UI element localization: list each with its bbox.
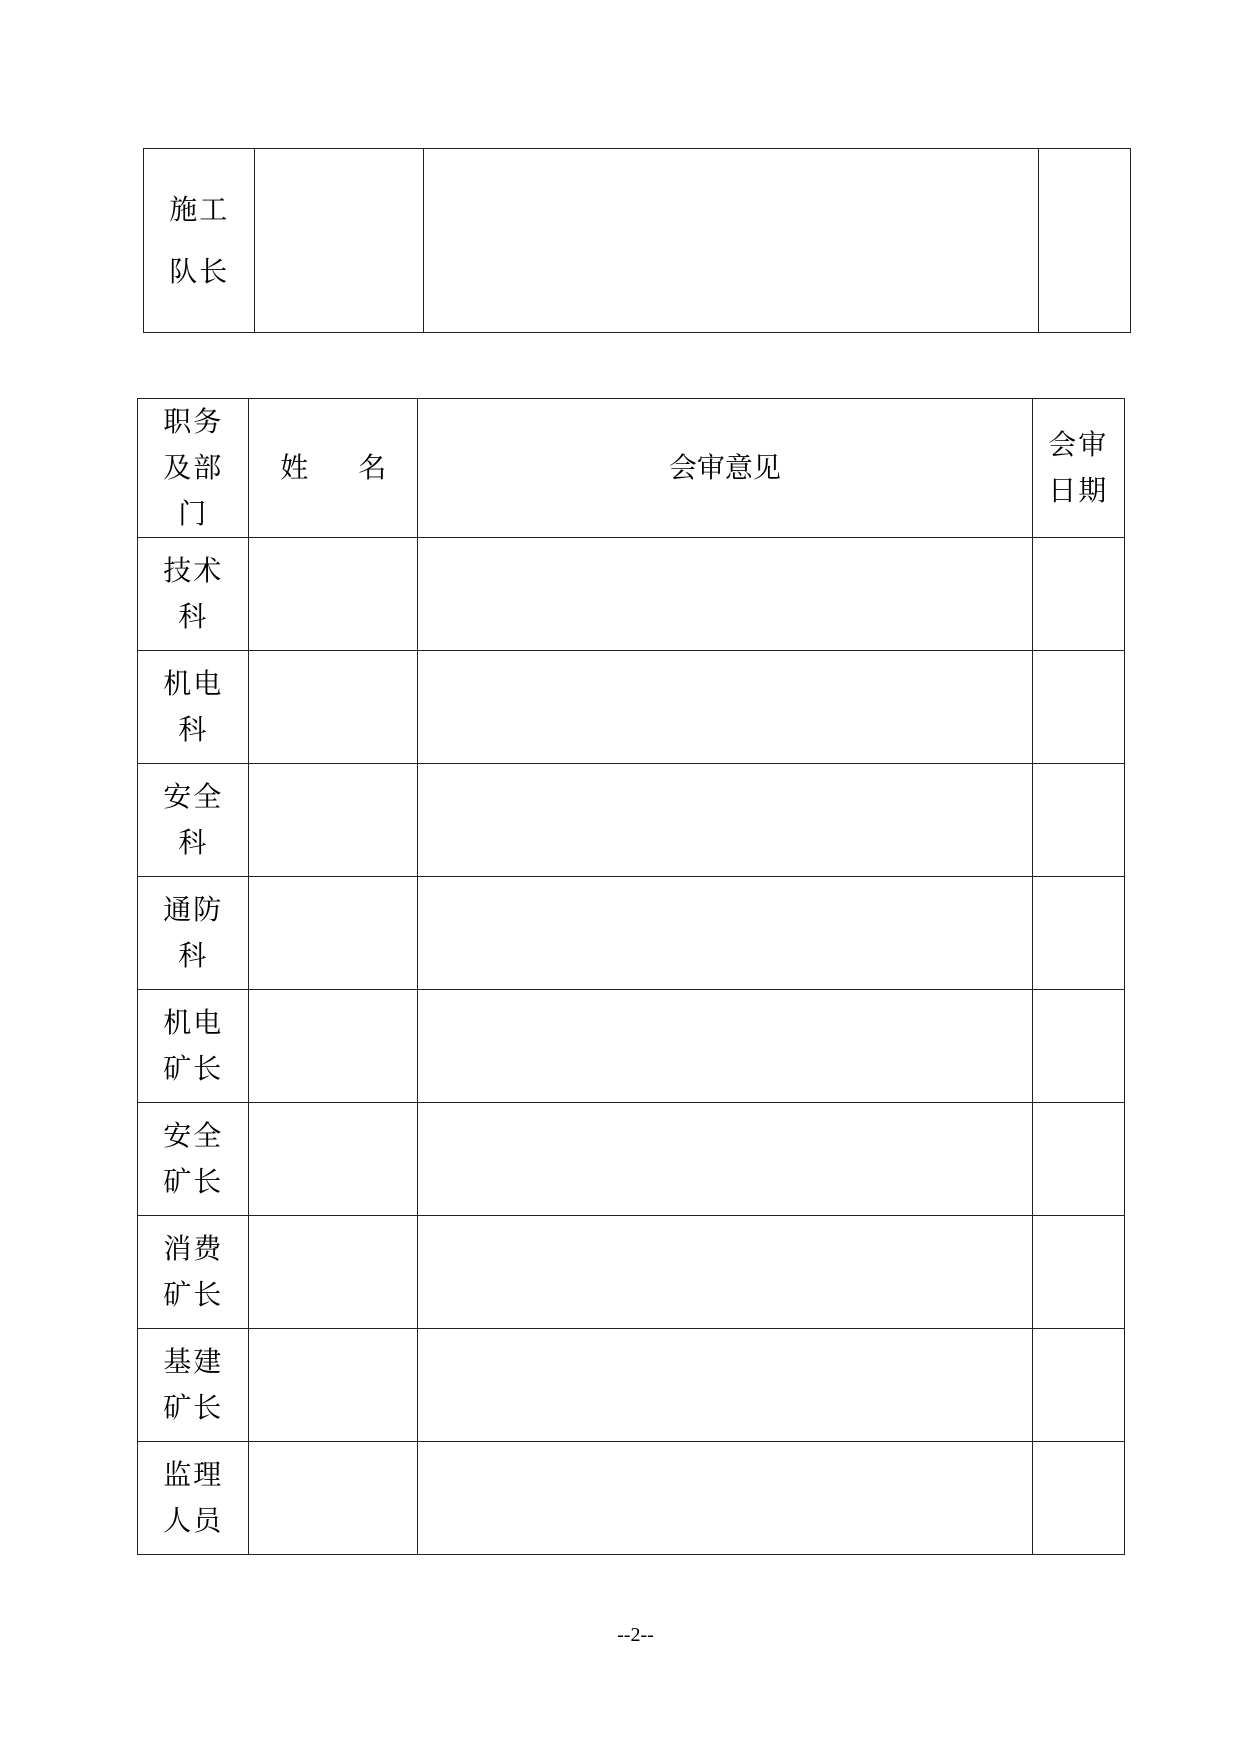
header-date-label: 会审日期 xyxy=(1048,428,1109,507)
row-label-cell xyxy=(138,764,249,877)
row-label: 技术科 xyxy=(163,554,224,633)
row-label: 安全科 xyxy=(163,780,224,859)
table-row xyxy=(138,1216,1125,1329)
row-label: 通防科 xyxy=(163,893,224,972)
header-dept xyxy=(138,399,249,538)
name-cell[interactable] xyxy=(249,1442,418,1555)
opinion-cell[interactable] xyxy=(418,764,1032,877)
opinion-cell[interactable] xyxy=(418,651,1032,764)
review-table-header xyxy=(138,399,1125,538)
name-cell[interactable] xyxy=(249,877,418,990)
name-cell[interactable] xyxy=(249,1103,418,1216)
header-date xyxy=(1032,399,1124,538)
opinion-cell[interactable] xyxy=(418,1442,1032,1555)
opinion-cell[interactable] xyxy=(418,1103,1032,1216)
row-label-cell xyxy=(138,1329,249,1442)
row-label: 机电科 xyxy=(163,667,224,746)
name-cell[interactable] xyxy=(249,990,418,1103)
row-label: 安全矿长 xyxy=(163,1119,224,1198)
date-cell[interactable] xyxy=(1032,538,1124,651)
row-label-cell xyxy=(138,877,249,990)
header-opinion xyxy=(418,399,1032,538)
header-opinion-label: 会审意见 xyxy=(668,451,781,484)
row-label-cell xyxy=(138,1216,249,1329)
table-row xyxy=(138,651,1125,764)
row-label-cell xyxy=(138,538,249,651)
row-label: 监理人员 xyxy=(163,1458,224,1537)
construction-leader-label-cell xyxy=(144,149,255,333)
table-row xyxy=(138,1103,1125,1216)
row-label-cell xyxy=(138,1103,249,1216)
header-name-second: 名 xyxy=(358,451,387,484)
name-cell[interactable] xyxy=(249,1216,418,1329)
date-cell[interactable] xyxy=(1032,1329,1124,1442)
name-cell[interactable] xyxy=(249,764,418,877)
date-cell[interactable] xyxy=(1032,1103,1124,1216)
row-label: 机电矿长 xyxy=(163,1006,224,1085)
name-cell[interactable] xyxy=(249,651,418,764)
opinion-cell[interactable] xyxy=(418,877,1032,990)
opinion-cell[interactable] xyxy=(418,990,1032,1103)
date-cell[interactable] xyxy=(1032,1442,1124,1555)
construction-leader-table xyxy=(143,148,1131,333)
construction-leader-date-cell[interactable] xyxy=(1038,149,1130,333)
opinion-cell[interactable] xyxy=(418,1216,1032,1329)
construction-leader-opinion-cell[interactable] xyxy=(424,149,1038,333)
table-row xyxy=(138,764,1125,877)
opinion-cell[interactable] xyxy=(418,1329,1032,1442)
page-number: --2-- xyxy=(617,1624,654,1646)
row-label-cell xyxy=(138,1442,249,1555)
review-table xyxy=(137,398,1125,1555)
date-cell[interactable] xyxy=(1032,764,1124,877)
construction-leader-label: 施工队长 xyxy=(169,192,230,288)
table-row xyxy=(138,1442,1125,1555)
table-row xyxy=(138,877,1125,990)
header-name xyxy=(249,399,418,538)
table-row xyxy=(138,1329,1125,1442)
table-row xyxy=(138,990,1125,1103)
name-cell[interactable] xyxy=(249,1329,418,1442)
header-name-first: 姓 xyxy=(280,451,309,484)
name-cell[interactable] xyxy=(249,538,418,651)
header-dept-label: 职务及部门 xyxy=(163,405,224,530)
row-label: 消费矿长 xyxy=(163,1232,224,1311)
row-label-cell xyxy=(138,990,249,1103)
date-cell[interactable] xyxy=(1032,877,1124,990)
row-label: 基建矿长 xyxy=(163,1345,224,1424)
date-cell[interactable] xyxy=(1032,990,1124,1103)
date-cell[interactable] xyxy=(1032,651,1124,764)
date-cell[interactable] xyxy=(1032,1216,1124,1329)
table-row xyxy=(138,538,1125,651)
row-label-cell xyxy=(138,651,249,764)
construction-leader-row xyxy=(144,149,1131,333)
construction-leader-name-cell[interactable] xyxy=(255,149,424,333)
opinion-cell[interactable] xyxy=(418,538,1032,651)
